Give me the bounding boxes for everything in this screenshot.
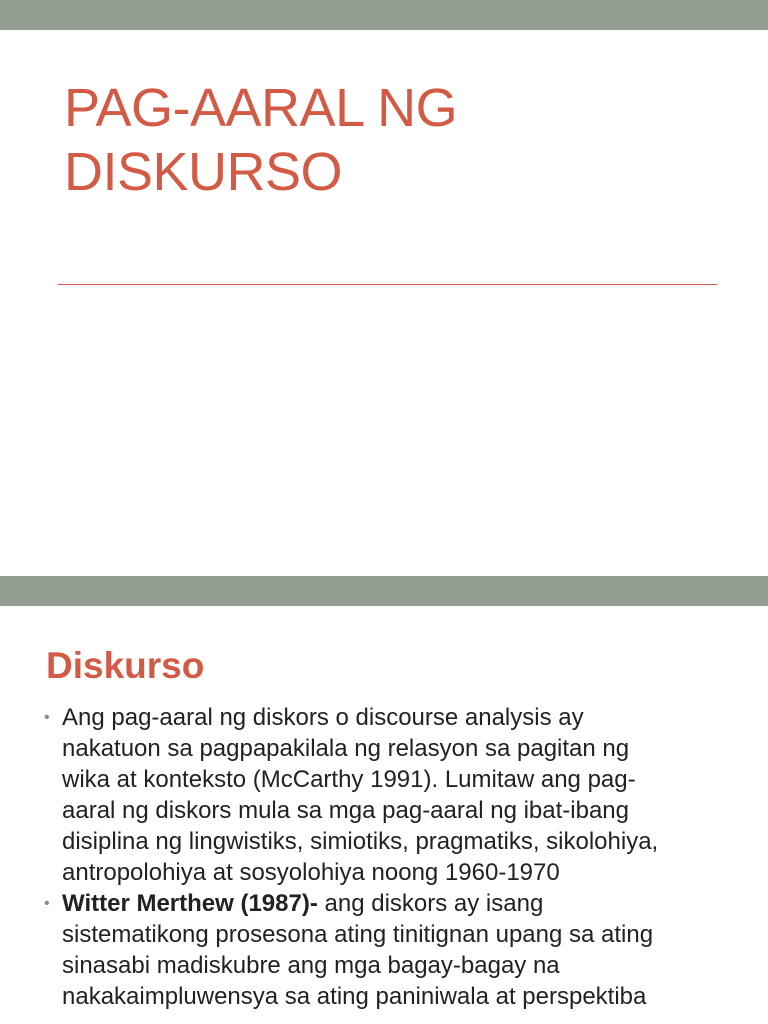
citation-lead: Witter Merthew (1987)- bbox=[62, 890, 318, 917]
bullet-line: Ang pag-aaral ng diskors o discourse analysis ay bbox=[62, 704, 584, 731]
title-underline-rule bbox=[58, 284, 717, 285]
bullet-line: disiplina ng lingwistiks, simiotiks, pragmatiks, sikolohiya, bbox=[62, 828, 659, 855]
bullet-dot-icon: • bbox=[44, 709, 50, 726]
slide-title bbox=[64, 76, 724, 204]
bullet-line: nakakaimpluwensya sa ating paniniwala at perspektiba bbox=[62, 983, 647, 1010]
bullet-line bbox=[62, 888, 744, 919]
bullet-line-rest: ang diskors ay isang bbox=[317, 890, 544, 917]
slide-title-line-1: PAG-AARAL NG bbox=[64, 78, 458, 138]
bullet-line: sinasabi madiskubre ang mga bagay-bagay na bbox=[62, 952, 560, 979]
title-slide bbox=[0, 30, 768, 576]
bullet-text bbox=[62, 702, 744, 888]
bullet-line: sistematikong prosesona ating tinitignan upang sa ating bbox=[62, 921, 654, 948]
slide-divider-bar bbox=[0, 576, 768, 606]
top-theme-bar bbox=[0, 0, 768, 30]
bullet-list bbox=[44, 702, 744, 1012]
content-slide bbox=[0, 606, 768, 1024]
bullet-item bbox=[44, 702, 744, 888]
slide-heading: Diskurso bbox=[46, 645, 205, 686]
bullet-text bbox=[62, 888, 744, 1012]
bullet-line: nakatuon sa pagpapakilala ng relasyon sa pagitan ng bbox=[62, 735, 630, 762]
bullet-line: aaral ng diskors mula sa mga pag-aaral ng ibat-ibang bbox=[62, 797, 629, 824]
bullet-item bbox=[44, 888, 744, 1012]
slide-title-line-2: DISKURSO bbox=[64, 142, 343, 202]
bullet-dot-icon: • bbox=[44, 895, 50, 912]
bullet-line: wika at konteksto (McCarthy 1991). Lumitaw ang pag- bbox=[62, 766, 636, 793]
bullet-line: antropolohiya at sosyolohiya noong 1960-1970 bbox=[62, 859, 560, 886]
